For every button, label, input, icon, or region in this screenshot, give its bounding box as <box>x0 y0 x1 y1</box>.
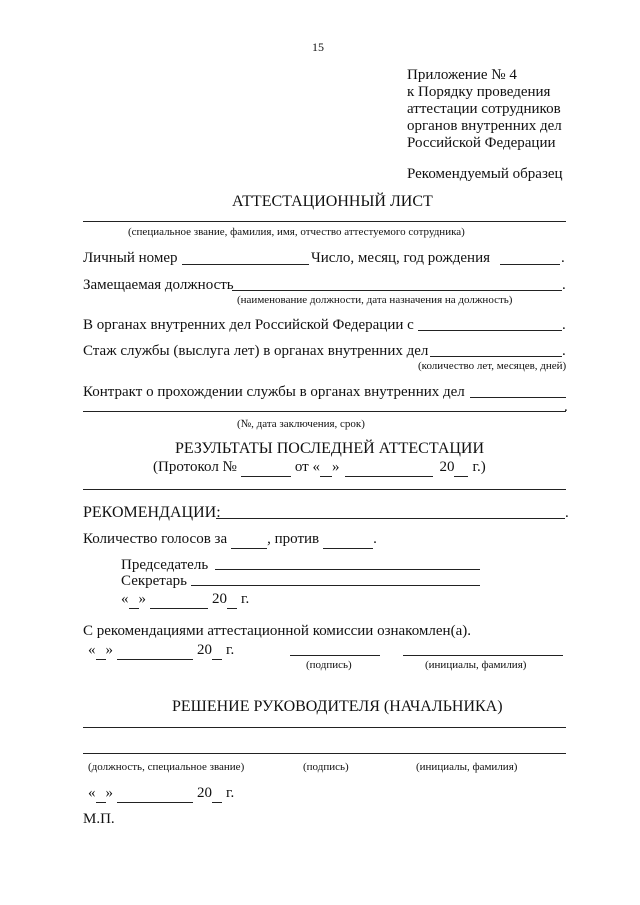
recommendations-label: РЕКОМЕНДАЦИИ: <box>83 504 221 521</box>
appendix-line-5: Российской Федерации <box>407 135 556 151</box>
personal-number-line <box>182 264 309 265</box>
position-label: Замещаемая должность <box>83 277 234 293</box>
acquainted-signature-line <box>290 655 380 656</box>
results-line <box>83 489 566 490</box>
name-hint: (специальное звание, фамилия, имя, отчество аттестуемого сотрудника) <box>128 226 465 238</box>
contract-label: Контракт о прохождении службы в органах внутренних дел <box>83 384 465 400</box>
birth-date-label: Число, месяц, год рождения <box>311 250 490 266</box>
appendix-line-4: органов внутренних дел <box>407 118 562 134</box>
stamp-label: М.П. <box>83 811 115 827</box>
decision-line-1 <box>83 727 566 728</box>
recommended-sample: Рекомендуемый образец <box>407 166 563 182</box>
personal-number-label: Личный номер <box>83 250 178 266</box>
acquainted-initials-hint: (инициалы, фамилия) <box>425 659 527 671</box>
acquainted-name-line <box>403 655 563 656</box>
appendix-block <box>407 67 562 152</box>
page-number: 15 <box>312 40 324 54</box>
secretary-label: Секретарь <box>121 573 188 589</box>
decision-initials-hint: (инициалы, фамилия) <box>416 761 518 773</box>
position-hint: (наименование должности, дата назначения на должность) <box>237 294 513 306</box>
decision-position-hint: (должность, специальное звание) <box>88 761 245 773</box>
results-title: РЕЗУЛЬТАТЫ ПОСЛЕДНЕЙ АТТЕСТАЦИИ <box>175 440 485 457</box>
birth-date-line <box>500 264 560 265</box>
acquainted-date: « » 20 г. <box>88 642 235 658</box>
chairman-label: Председатель <box>121 557 209 573</box>
position-line <box>232 290 562 291</box>
service-length-line <box>430 356 562 357</box>
in-organs-line <box>418 330 562 331</box>
contract-line-1 <box>470 397 566 398</box>
appendix-line-1: Приложение № 4 <box>407 67 517 83</box>
contract-hint: (№, дата заключения, срок) <box>237 418 365 430</box>
votes-against-line <box>323 530 373 549</box>
votes-for-line <box>231 530 267 549</box>
protocol-line: (Протокол № от « » 20 г.) <box>153 459 486 475</box>
service-length-label: Стаж службы (выслуга лет) в органах внутренних дел <box>83 343 429 359</box>
appendix-line-3: аттестации сотрудников <box>407 101 561 117</box>
commission-date: « » 20 г. <box>121 591 250 607</box>
document-title: АТТЕСТАЦИОННЫЙ ЛИСТ <box>232 193 433 210</box>
votes-row: Количество голосов за , против . <box>83 531 377 547</box>
name-line <box>83 221 566 222</box>
decision-title: РЕШЕНИЕ РУКОВОДИТЕЛЯ (НАЧАЛЬНИКА) <box>172 698 503 715</box>
appendix-line-2: к Порядку проведения <box>407 84 551 100</box>
decision-signature-hint: (подпись) <box>303 761 349 773</box>
secretary-line <box>191 585 480 586</box>
decision-date: « » 20 г. <box>88 785 235 801</box>
chairman-line <box>215 569 480 570</box>
contract-line-2 <box>83 411 566 412</box>
acquainted-signature-hint: (подпись) <box>306 659 352 671</box>
acquainted-text: С рекомендациями аттестационной комиссии ознакомлен(а). <box>83 623 471 639</box>
decision-line-2 <box>83 753 566 754</box>
in-organs-label: В органах внутренних дел Российской Федерации с <box>83 317 414 333</box>
recommendations-line <box>216 518 565 519</box>
service-hint: (количество лет, месяцев, дней) <box>418 360 567 372</box>
